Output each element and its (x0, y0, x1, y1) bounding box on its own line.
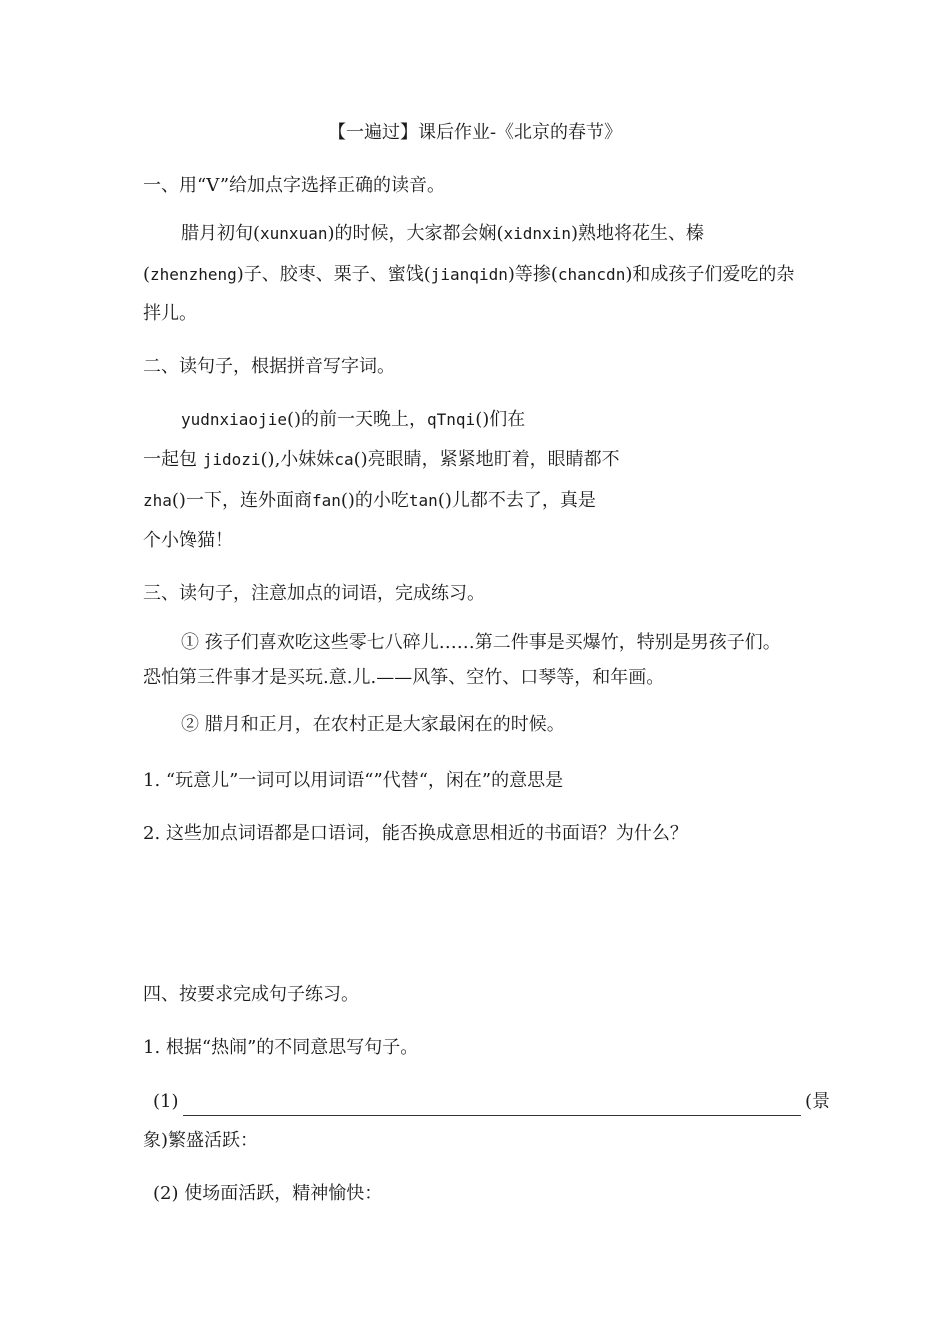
pinyin-prompt: zha (143, 491, 172, 510)
section4-item2: (2) 使场面活跃，精神愉快： (153, 1183, 383, 1204)
section4-item1-label: (1) (153, 1091, 179, 1112)
section3-sentence1-line2 (143, 666, 664, 690)
section4-question1: 1. 根据“热闹”的不同意思写句子。 (143, 1037, 419, 1058)
text-segment: 腊月初旬( (181, 223, 261, 244)
section2-line1 (181, 408, 525, 432)
section1-paragraph-line1 (181, 222, 704, 246)
pinyin-option: chancdn (557, 265, 626, 284)
text-segment: ()亮眼睛，紧紧地盯着，眼睛都不 (353, 449, 620, 470)
pinyin-option: xidnxin (503, 224, 571, 243)
section1-heading: 一、用“V”给加点字选择正确的读音。 (143, 175, 446, 196)
text-segment: )等掺( (507, 264, 558, 285)
pinyin-prompt: ca (334, 450, 354, 469)
text-segment: )的时候，大家都会娴( (327, 223, 504, 244)
text-segment: )熟地将花生、榛 (570, 223, 704, 244)
text-segment: ( (143, 264, 151, 285)
text-segment: ()们在 (475, 409, 526, 430)
pinyin-prompt: yudnxiaojie (181, 410, 287, 429)
text-segment: ()的小吃 (340, 490, 409, 511)
emphasis-dot: . (346, 667, 353, 688)
emphasis-dot: . (370, 667, 377, 688)
pinyin-prompt: fan (311, 491, 341, 510)
pinyin-option: jianqidn (430, 265, 508, 284)
emphasized-char: 意 (328, 667, 347, 688)
section4-item1-continuation: 象)繁盛活跃： (143, 1130, 259, 1151)
section3-question2: 2. 这些加点词语都是口语词，能否换成意思相近的书面语？为什么？ (143, 823, 688, 844)
pinyin-option: zhenzheng (150, 265, 237, 284)
section2-line3 (143, 489, 596, 513)
pinyin-prompt: jidozi (202, 450, 261, 469)
text-segment: ——风筝、空竹、口琴等，和年画。 (376, 667, 665, 688)
text-segment: 一起包 (143, 449, 197, 470)
section3-sentence2: ② 腊月和正月，在农村正是大家最闲在的时候。 (181, 714, 565, 735)
text-segment: )子、胶枣、栗子、蜜饯( (236, 264, 431, 285)
section3-heading: 三、读句子，注意加点的词语，完成练习。 (143, 583, 485, 604)
section3-sentence1-line1: ① 孩子们喜欢吃这些零七八碎儿……第二件事是买爆竹，特别是男孩子们。 (181, 632, 781, 653)
section1-paragraph-line2 (143, 263, 794, 287)
text-segment: ()儿都不去了，真是 (437, 490, 596, 511)
section1-paragraph-line3: 拌儿。 (143, 303, 197, 324)
text-segment: 恐怕第三件事才是买 (143, 667, 305, 688)
document-title: 【一遍过】课后作业-《北京的春节》 (327, 122, 623, 143)
section4-item1-suffix: (景 (805, 1091, 831, 1112)
section2-line2 (143, 448, 620, 472)
text-segment: ()一下，连外面商 (171, 490, 312, 511)
section2-line4: 个小馋猫！ (143, 530, 233, 551)
section2-heading: 二、读句子，根据拼音写字词。 (143, 356, 395, 377)
section3-question1: 1. “玩意儿”一词可以用词语“”代替“，闲在”的意思是 (143, 770, 564, 791)
pinyin-prompt: qTnqi (427, 410, 476, 429)
text-segment: )和成孩子们爱吃的杂 (625, 264, 795, 285)
text-segment: ()的前一天晚上， (286, 409, 428, 430)
emphasized-char: 玩 (305, 667, 323, 688)
answer-blank-line[interactable] (183, 1115, 801, 1116)
section4-heading: 四、按要求完成句子练习。 (143, 984, 359, 1005)
emphasized-char: 儿 (352, 667, 371, 688)
pinyin-prompt: tan (408, 491, 438, 510)
pinyin-option: xunxuan (260, 224, 328, 243)
emphasis-dot: . (323, 667, 329, 688)
text-segment: (),小妹妹 (260, 449, 335, 470)
